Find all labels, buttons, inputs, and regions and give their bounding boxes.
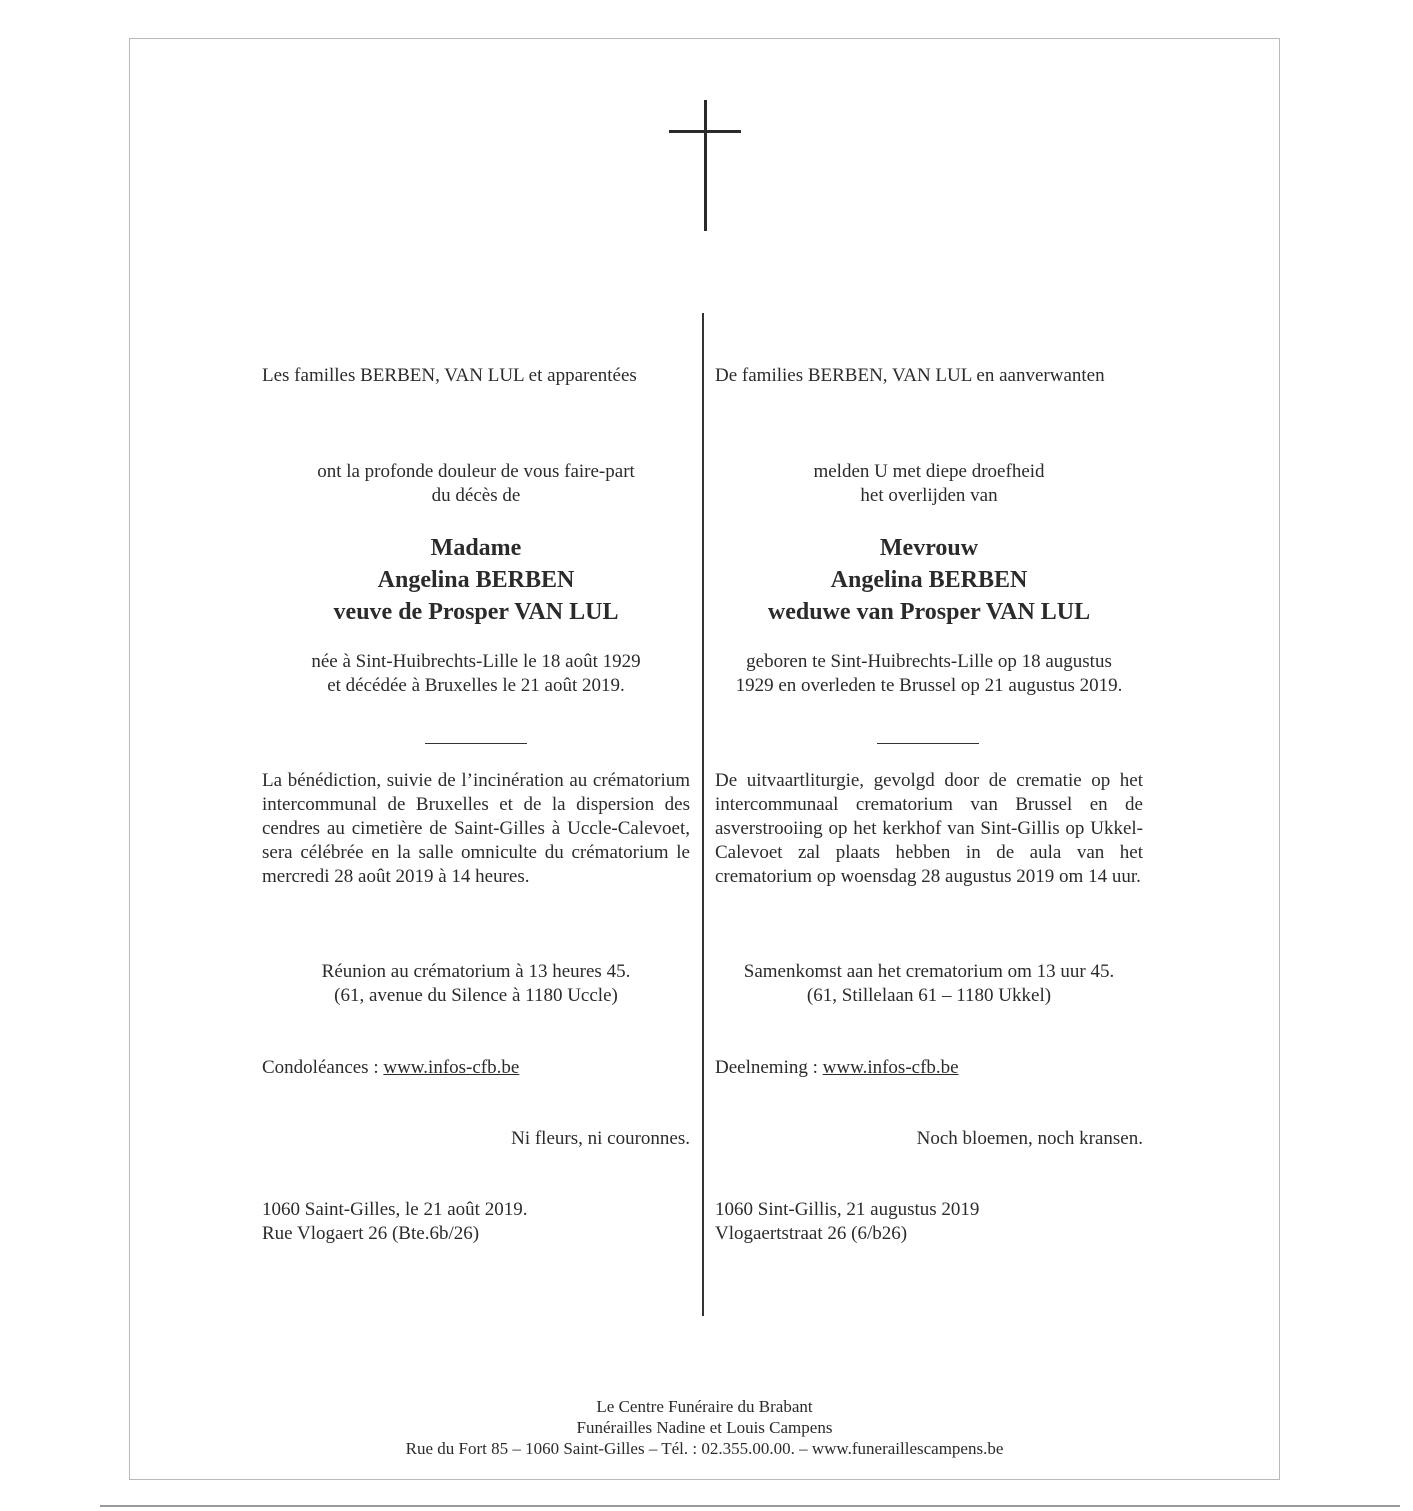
footer-line-2: Funérailles Nadine et Louis Campens bbox=[576, 1418, 833, 1437]
separator-rule bbox=[425, 743, 527, 744]
meeting-info bbox=[262, 960, 690, 1008]
families-text: De families BERBEN, VAN LUL en aanverwanten bbox=[715, 365, 1105, 386]
ceremony-text: La bénédiction, suivie de l’incinération au crématorium intercommunal de Bruxelles et de la dispersion des cendres au cimetière de Saint-Gilles à Uccle-Calevoet, sera célébrée en la salle omniculte du crématorium le mercredi 28 août 2019 à 14 heures. bbox=[262, 770, 690, 887]
address-line-2: Rue Vlogaert 26 (Bte.6b/26) bbox=[262, 1223, 480, 1244]
family-address bbox=[715, 1198, 1143, 1246]
deceased-name-block bbox=[262, 532, 690, 628]
ceremony-text: De uitvaartliturgie, gevolgd door de crematie op het intercommunaal crematorium van Brussel en de asverstrooiing op het kerkhof van Sint-Gillis op Ukkel-Calevoet zal plaats hebben in de aula van het crematorium op woensdag 28 augustus 2019 om 14 uur. bbox=[715, 770, 1143, 887]
spouse-line: weduwe van Prosper VAN LUL bbox=[767, 599, 1091, 625]
death-line: 1929 en overleden te Brussel op 21 augustus 2019. bbox=[735, 675, 1123, 696]
meeting-line-2: (61, Stillelaan 61 – 1180 Ukkel) bbox=[806, 985, 1052, 1006]
condolences-link[interactable]: www.infos-cfb.be bbox=[383, 1057, 520, 1078]
separator-rule bbox=[877, 743, 979, 744]
dutch-column bbox=[715, 0, 1143, 1511]
announcement-line-2: du décès de bbox=[431, 485, 521, 506]
families-text: Les familles BERBEN, VAN LUL et apparentées bbox=[262, 365, 637, 386]
flowers-note: Ni fleurs, ni couronnes. bbox=[511, 1128, 690, 1149]
announcement-line-1: melden U met diepe droefheid bbox=[813, 461, 1045, 482]
birth-death-dates bbox=[262, 650, 690, 698]
cross-vertical-bar bbox=[704, 100, 707, 231]
footer-line-1: Le Centre Funéraire du Brabant bbox=[596, 1397, 813, 1416]
condolences-label: Condoléances : bbox=[262, 1057, 384, 1078]
birth-line: geboren te Sint-Huibrechts-Lille op 18 augustus bbox=[746, 651, 1112, 672]
death-line: et décédée à Bruxelles le 21 août 2019. bbox=[327, 675, 625, 696]
announcement bbox=[262, 460, 690, 508]
birth-death-dates bbox=[715, 650, 1143, 698]
announcement bbox=[715, 460, 1143, 508]
honorific: Mevrouw bbox=[879, 535, 979, 561]
column-divider bbox=[702, 313, 704, 1316]
family-address bbox=[262, 1198, 690, 1246]
deceased-name: Angelina BERBEN bbox=[830, 567, 1028, 593]
meeting-info bbox=[715, 960, 1143, 1008]
deceased-name-block bbox=[715, 532, 1143, 628]
honorific: Madame bbox=[430, 535, 522, 561]
meeting-line-1: Réunion au crématorium à 13 heures 45. bbox=[321, 961, 631, 982]
footer-line-3: Rue du Fort 85 – 1060 Saint-Gilles – Tél. : 02.355.00.00. – www.funeraillescampens.be bbox=[405, 1439, 1004, 1458]
announcement-line-1: ont la profonde douleur de vous faire-part bbox=[317, 461, 635, 482]
address-line-1: 1060 Sint-Gillis, 21 augustus 2019 bbox=[715, 1199, 980, 1220]
meeting-line-1: Samenkomst aan het crematorium om 13 uur 45. bbox=[743, 961, 1115, 982]
birth-line: née à Sint-Huibrechts-Lille le 18 août 1929 bbox=[311, 651, 641, 672]
address-line-1: 1060 Saint-Gilles, le 21 août 2019. bbox=[262, 1199, 528, 1220]
french-column bbox=[262, 0, 690, 1511]
deceased-name: Angelina BERBEN bbox=[377, 567, 575, 593]
announcement-line-2: het overlijden van bbox=[860, 485, 998, 506]
condolences-label: Deelneming : bbox=[715, 1057, 823, 1078]
spouse-line: veuve de Prosper VAN LUL bbox=[333, 599, 619, 625]
condolences bbox=[262, 1056, 690, 1080]
condolences-link[interactable]: www.infos-cfb.be bbox=[822, 1057, 959, 1078]
condolences bbox=[715, 1056, 1143, 1080]
funeral-home-footer bbox=[129, 1396, 1280, 1459]
meeting-line-2: (61, avenue du Silence à 1180 Uccle) bbox=[334, 985, 618, 1006]
flowers-note: Noch bloemen, noch kransen. bbox=[916, 1128, 1143, 1149]
address-line-2: Vlogaertstraat 26 (6/b26) bbox=[715, 1223, 908, 1244]
